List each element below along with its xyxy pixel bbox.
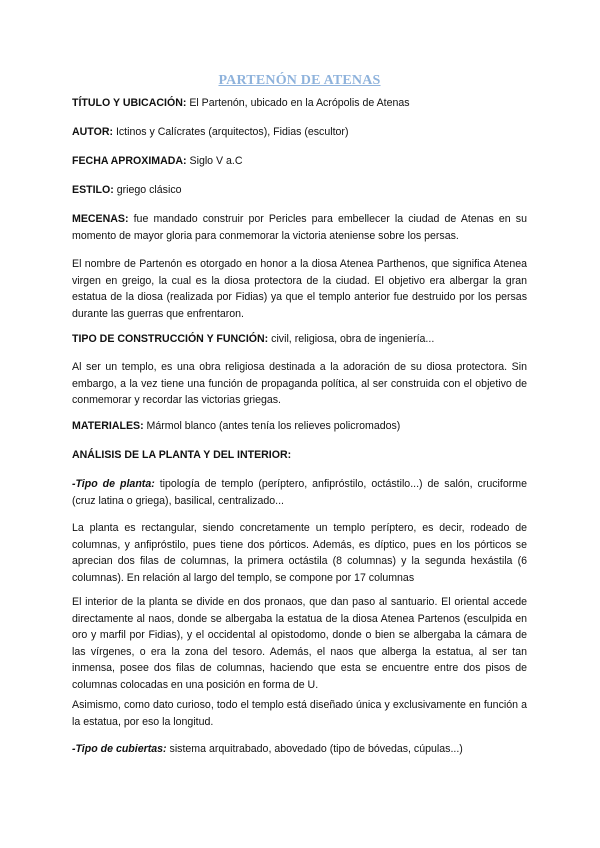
materiales-text: Mármol blanco (antes tenía los relieves policromados) <box>143 420 401 432</box>
nombre-paragraph: El nombre de Partenón es otorgado en honor a la diosa Atenea Parthenos, que significa Atenea virgen en greigo, la cual es la diosa protectora de la ciudad. El objetivo era albergar la gran estatua de la diosa (realizada por Fidias) ya que el templo anterior fue destruido por los persas durante las guerras que enfrentaron. <box>72 258 527 320</box>
tipo-planta <box>72 476 527 509</box>
tipo-construccion-text: civil, religiosa, obra de ingeniería... <box>268 333 435 345</box>
planta-paragraph: La planta es rectangular, siendo concretamente un templo períptero, es decir, rodeado de columnas, y anfipróstilo, pues tiene dos pórticos. Además, es díptico, pues en los pórticos se aprecian dos filas de columnas, la primera octástila (8 columnas) y la segunda hexástila (6 columnas). En relación al largo del templo, se compone por 17 columnas <box>72 522 527 584</box>
curioso-paragraph: Asimismo, como dato curioso, todo el templo está diseñado única y exclusivamente en función a la estatua, por eso la longitud. <box>72 699 527 728</box>
titulo-label: TÍTULO Y UBICACIÓN: <box>72 97 187 109</box>
autor-label: AUTOR: <box>72 126 113 138</box>
tipo-construccion <box>72 331 527 348</box>
fecha-text: Siglo V a.C <box>186 155 243 167</box>
titulo-ubicacion <box>72 95 527 112</box>
materiales <box>72 418 527 435</box>
analisis-heading <box>72 447 527 464</box>
fecha-label: FECHA APROXIMADA: <box>72 155 187 167</box>
tipo-cubiertas <box>72 741 527 758</box>
autor <box>72 124 527 141</box>
materiales-label: MATERIALES: <box>72 420 144 432</box>
templo-paragraph: Al ser un templo, es una obra religiosa destinada a la adoración de su diosa protectora. Sin embargo, a la vez tiene una función de propaganda política, al ser construida con el objetivo de conmemorar y recordar las victorias griegas. <box>72 361 527 407</box>
tipo-construccion-label: TIPO DE CONSTRUCCIÓN Y FUNCIÓN: <box>72 333 269 345</box>
fecha-aproximada <box>72 153 527 170</box>
analisis-heading-text: ANÁLISIS DE LA PLANTA Y DEL INTERIOR: <box>72 449 292 461</box>
interior-paragraph: El interior de la planta se divide en dos pronaos, que dan paso al santuario. El oriental accede directamente al naos, donde se albergaba la estatua de la diosa Atenea Partenos (esculpida en oro y marfil por Fidias), y el occidental al opistodomo, donde o bien se albergaba la cámara de las vírgenes, o era la zona del tesoro. Además, el naos que alberga la estatua, al ser tan inmensa, posee dos filas de columnas, haciendo que esta se encuentre entre dos pisos de columnas colocadas en una posición en forma de U. <box>72 596 527 691</box>
tipo-planta-label: -Tipo de planta: <box>72 478 155 490</box>
autor-text: Ictinos y Calícrates (arquitectos), Fidias (escultor) <box>113 126 349 138</box>
mecenas-text: fue mandado construir por Pericles para embellecer la ciudad de Atenas en su momento de mayor gloria para conmemorar la victoria ateniense sobre los persas. <box>72 213 527 242</box>
page-title: PARTENÓN DE ATENAS <box>218 73 381 88</box>
tipo-cubiertas-label: -Tipo de cubiertas: <box>72 743 167 755</box>
tipo-cubiertas-text: sistema arquitrabado, abovedado (tipo de bóvedas, cúpulas...) <box>166 743 463 755</box>
estilo-text: griego clásico <box>113 184 182 196</box>
mecenas-label: MECENAS: <box>72 213 129 225</box>
estilo <box>72 182 527 199</box>
mecenas <box>72 211 527 244</box>
tipo-planta-text: tipología de templo (períptero, anfipróstilo, octástilo...) de salón, cruciforme (cruz latina o griega), basilical, centralizado... <box>72 478 527 507</box>
estilo-label: ESTILO: <box>72 184 114 196</box>
titulo-text: El Partenón, ubicado en la Acrópolis de Atenas <box>186 97 410 109</box>
